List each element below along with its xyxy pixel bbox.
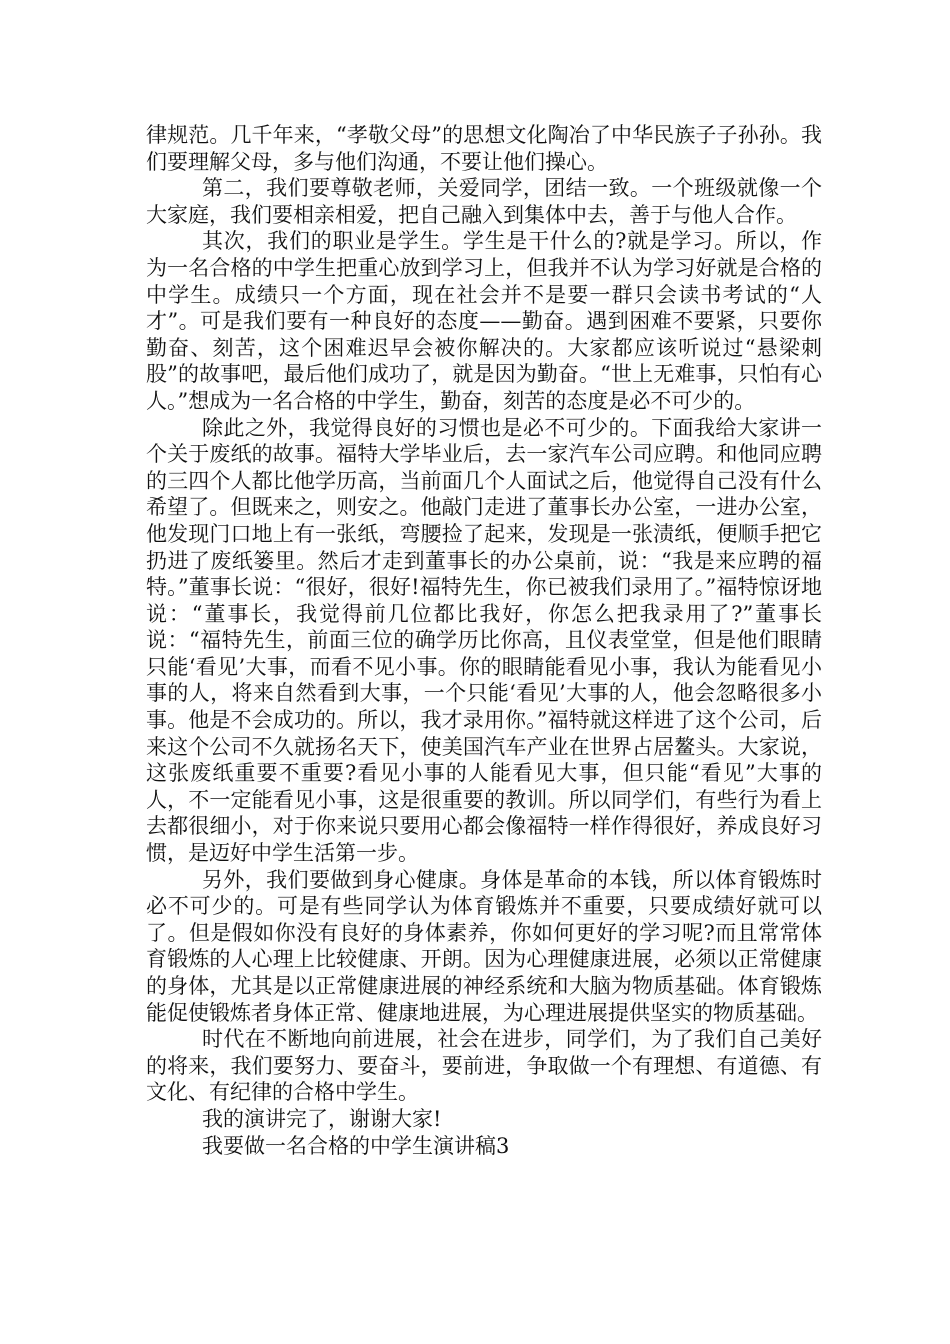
- paragraph-conclusion: 时代在不断地向前进展，社会在进步，同学们，为了我们自己美好的将来，我们要努力、要奋斗，要前进，争取做一个有理想、有道德、有文化、有纪律的合格中学生。: [146, 1027, 822, 1105]
- paragraph-health: 另外，我们要做到身心健康。身体是革命的本钱，所以体育锻炼时必不可少的。可是有些同学认为体育锻炼并不重要，只要成绩好就可以了。但是假如你没有良好的身体素养，你如何更好的学习呢?而且常常体育锻炼的人心理上比较健康、开朗。因为心理健康进展，必须以正常健康的身体，尤其是以正常健康进展的神经系统和大脑为物质基础。体育锻炼能促使锻炼者身体正常、健康地进展，为心理进展提供坚实的物质基础。: [146, 867, 822, 1025]
- paragraph-good-habits: 除此之外，我觉得良好的习惯也是必不可少的。下面我给大家讲一个关于废纸的故事。福特大学毕业后，去一家汽车公司应聘。和他同应聘的三四个人都比他学历高，当前面几个人面试之后，他觉得自己没有什么希望了。但既来之，则安之。他敲门走进了董事长办公室，一进办公室，他发现门口地上有一张纸，弯腰捡了起来，发现是一张渍纸，便顺手把它扔进了废纸篓里。然后才走到董事长的办公桌前，说：“我是来应聘的福特。”董事长说：“很好，很好!福特先生，你已被我们录用了。”福特惊讶地说：“董事长，我觉得前几位都比我好，你怎么把我录用了?”董事长说：“福特先生，前面三位的确学历比你高，且仪表堂堂，但是他们眼睛只能‘看见’大事，而看不见小事。你的眼睛能看见小事，我认为能看见小事的人，将来自然看到大事，一个只能‘看见’大事的人，他会忽略很多小事。他是不会成功的。所以，我才录用你。”福特就这样进了这个公司，后来这个公司不久就扬名天下，使美国汽车产业在世界占居鳌头。大家说，这张废纸重要不重要?看见小事的人能看见大事，但只能“看见”大事的人，不一定能看见小事，这是很重要的教训。所以同学们，有些行为看上去都很细小，对于你来说只要用心都会像福特一样作得很好，养成良好习惯，是迈好中学生活第一步。: [146, 415, 822, 866]
- paragraph-diligence: 其次，我们的职业是学生。学生是干什么的?就是学习。所以，作为一名合格的中学生把重心放到学习上，但我并不认为学习好就是合格的中学生。成绩只一个方面，现在社会并不是要一群只会读书考试的“人才”。可是我们要有一种良好的态度——勤奋。遇到困难不要紧，只要你勤奋、刻苦，这个困难迟早会被你解决的。大家都应该听说过“悬梁刺股”的故事吧，最后他们成功了，就是因为勤奋。“世上无难事，只怕有心人。”想成为一名合格的中学生，勤奋，刻苦的态度是必不可少的。: [146, 229, 822, 413]
- section-heading: 我要做一名合格的中学生演讲稿3: [202, 1133, 510, 1158]
- document-body: [146, 122, 822, 1159]
- paragraph-thanks: 我的演讲完了，谢谢大家!: [202, 1106, 442, 1131]
- paragraph-continuation: 律规范。几千年来，“孝敬父母”的思想文化陶冶了中华民族子子孙孙。我们要理解父母，多与他们沟通，不要让他们操心。: [146, 123, 822, 174]
- paragraph-respect-teachers: 第二，我们要尊敬老师，关爱同学，团结一致。一个班级就像一个大家庭，我们要相亲相爱，把自己融入到集体中去，善于与他人合作。: [146, 176, 822, 227]
